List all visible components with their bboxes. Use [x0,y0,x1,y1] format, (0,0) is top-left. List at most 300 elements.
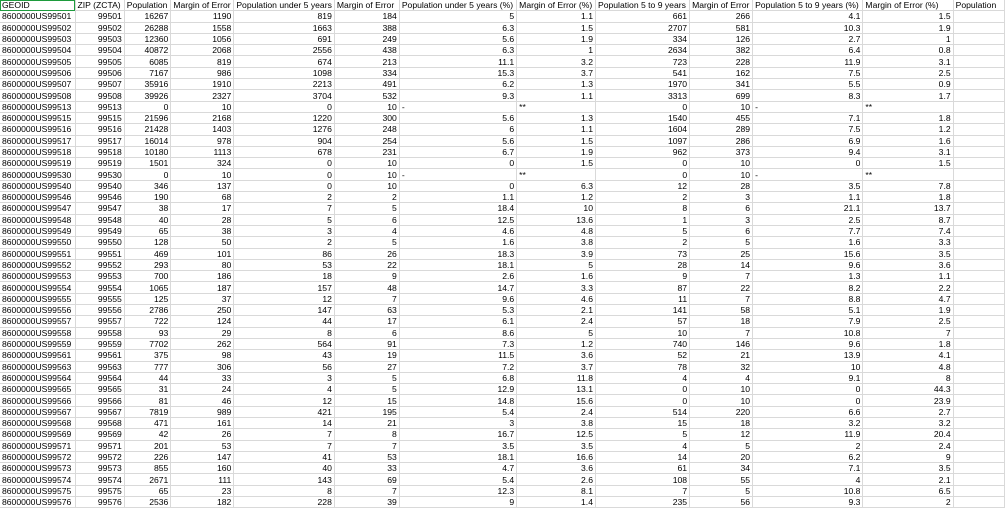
table-cell[interactable]: 289 [690,124,753,135]
table-cell[interactable]: 8.3 [753,90,863,101]
table-cell[interactable]: 10.8 [753,327,863,338]
table-cell[interactable]: 2.4 [863,440,953,451]
table-cell[interactable]: 57 [595,316,689,327]
table-cell[interactable]: 2.6 [399,271,516,282]
table-cell[interactable]: 8600000US99572 [0,451,75,462]
table-cell[interactable]: 15 [334,395,399,406]
table-cell[interactable]: 21.1 [753,203,863,214]
table-cell[interactable] [953,158,1004,169]
table-cell[interactable]: 141 [595,305,689,316]
table-cell[interactable]: 108 [595,474,689,485]
table-cell[interactable]: 6 [334,214,399,225]
table-cell[interactable]: 819 [234,11,335,22]
table-cell[interactable]: 4.8 [517,225,596,236]
table-cell[interactable]: 19 [334,350,399,361]
table-cell[interactable]: 78 [595,361,689,372]
table-cell[interactable]: 10 [171,101,234,112]
table-cell[interactable]: 99507 [75,79,124,90]
table-cell[interactable]: 10.8 [753,485,863,496]
table-cell[interactable]: 306 [171,361,234,372]
table-cell[interactable]: 9.6 [753,338,863,349]
table-cell[interactable]: 26 [171,429,234,440]
table-cell[interactable]: 3 [234,372,335,383]
table-cell[interactable]: 53 [234,259,335,270]
table-cell[interactable]: 52 [595,350,689,361]
table-cell[interactable]: 32 [690,361,753,372]
table-cell[interactable]: 69 [334,474,399,485]
table-cell[interactable]: 2.5 [863,316,953,327]
table-cell[interactable]: 8600000US99530 [0,169,75,180]
table-cell[interactable]: 101 [171,248,234,259]
table-cell[interactable]: 18.1 [399,259,516,270]
table-cell[interactable] [953,225,1004,236]
table-cell[interactable] [953,327,1004,338]
table-cell[interactable]: 99568 [75,417,124,428]
table-cell[interactable]: 12.9 [399,384,516,395]
table-cell[interactable]: 10 [753,361,863,372]
table-cell[interactable]: 99576 [75,497,124,508]
table-cell[interactable]: 0 [753,395,863,406]
table-cell[interactable]: 855 [124,463,171,474]
table-cell[interactable]: 300 [334,112,399,123]
table-cell[interactable]: 564 [234,338,335,349]
table-cell[interactable]: 21428 [124,124,171,135]
table-cell[interactable]: 4.8 [863,361,953,372]
table-cell[interactable]: 962 [595,146,689,157]
column-header-moe[interactable]: Margin of Error [171,0,234,11]
table-cell[interactable]: 99502 [75,22,124,33]
table-cell[interactable]: 99506 [75,67,124,78]
table-cell[interactable]: 8600000US99517 [0,135,75,146]
table-cell[interactable]: 99501 [75,11,124,22]
table-cell[interactable]: 99546 [75,192,124,203]
table-cell[interactable]: 18.1 [399,451,516,462]
table-cell[interactable]: 10 [690,395,753,406]
table-cell[interactable]: 99519 [75,158,124,169]
table-cell[interactable] [953,271,1004,282]
table-cell[interactable]: 1.1 [863,271,953,282]
table-cell[interactable]: 7.5 [753,67,863,78]
table-cell[interactable]: 99561 [75,350,124,361]
table-cell[interactable]: 10 [690,384,753,395]
table-cell[interactable]: 3.7 [517,67,596,78]
table-cell[interactable]: 3 [399,417,516,428]
table-cell[interactable]: 14.7 [399,282,516,293]
table-cell[interactable]: 1910 [171,79,234,90]
table-cell[interactable]: 4 [595,440,689,451]
table-cell[interactable]: 98 [171,350,234,361]
table-cell[interactable]: 9.6 [399,293,516,304]
table-cell[interactable]: 1.5 [517,158,596,169]
table-cell[interactable]: 3.8 [517,237,596,248]
table-cell[interactable]: 6.5 [863,485,953,496]
table-cell[interactable]: 10.3 [753,22,863,33]
table-cell[interactable] [953,474,1004,485]
table-cell[interactable]: 29 [171,327,234,338]
table-cell[interactable]: 8600000US99502 [0,22,75,33]
table-cell[interactable]: 228 [690,56,753,67]
table-cell[interactable] [953,180,1004,191]
column-header-pop-under-5[interactable]: Population under 5 years [234,0,335,11]
table-cell[interactable]: 3 [234,225,335,236]
table-cell[interactable] [953,316,1004,327]
table-cell[interactable]: 388 [334,22,399,33]
table-cell[interactable]: 1.3 [753,271,863,282]
table-cell[interactable]: 1403 [171,124,234,135]
table-cell[interactable]: 1.8 [863,338,953,349]
table-cell[interactable]: 740 [595,338,689,349]
table-cell[interactable]: 421 [234,406,335,417]
table-cell[interactable]: 978 [171,135,234,146]
table-cell[interactable]: 8600000US99516 [0,124,75,135]
table-cell[interactable]: 1220 [234,112,335,123]
table-cell[interactable]: 5.3 [399,305,516,316]
table-cell[interactable]: 33 [171,372,234,383]
table-cell[interactable]: 8600000US99564 [0,372,75,383]
table-cell[interactable]: 24 [171,384,234,395]
table-cell[interactable] [953,338,1004,349]
table-cell[interactable]: 12 [690,429,753,440]
table-cell[interactable]: 10 [517,203,596,214]
table-cell[interactable]: 8 [234,485,335,496]
table-cell[interactable]: 12 [234,395,335,406]
column-header-pop-under-5-pct[interactable]: Population under 5 years (%) [399,0,516,11]
table-cell[interactable]: 11 [595,293,689,304]
table-cell[interactable]: 1 [595,214,689,225]
table-cell[interactable]: 7.9 [753,316,863,327]
table-cell[interactable]: 111 [171,474,234,485]
table-cell[interactable]: 8600000US99551 [0,248,75,259]
table-cell[interactable] [953,90,1004,101]
table-cell[interactable] [953,384,1004,395]
table-cell[interactable]: 137 [171,180,234,191]
table-cell[interactable]: 38 [171,225,234,236]
table-cell[interactable]: 162 [690,67,753,78]
table-cell[interactable]: 5 [234,214,335,225]
table-cell[interactable]: - [753,169,863,180]
table-cell[interactable]: 1.8 [863,112,953,123]
table-cell[interactable]: 678 [234,146,335,157]
table-cell[interactable]: 8600000US99559 [0,338,75,349]
table-cell[interactable]: 26288 [124,22,171,33]
table-cell[interactable]: 4 [595,372,689,383]
table-cell[interactable]: 1.9 [863,305,953,316]
table-cell[interactable]: 7.1 [753,112,863,123]
table-cell[interactable]: 3.5 [517,440,596,451]
table-cell[interactable]: 10 [690,169,753,180]
table-cell[interactable]: 43 [234,350,335,361]
table-cell[interactable]: 46 [171,395,234,406]
table-cell[interactable]: 28 [690,180,753,191]
table-cell[interactable]: 661 [595,11,689,22]
table-cell[interactable]: 15.6 [517,395,596,406]
table-cell[interactable]: 7.1 [753,463,863,474]
table-cell[interactable]: 3.2 [753,417,863,428]
table-cell[interactable]: 1.6 [863,135,953,146]
table-cell[interactable]: 341 [690,79,753,90]
table-cell[interactable]: 1.5 [863,158,953,169]
table-cell[interactable]: 6.2 [399,79,516,90]
table-cell[interactable]: 99555 [75,293,124,304]
table-cell[interactable]: 8600000US99566 [0,395,75,406]
table-cell[interactable]: 2707 [595,22,689,33]
table-cell[interactable]: 1.3 [517,79,596,90]
table-cell[interactable]: 1098 [234,67,335,78]
table-cell[interactable]: 125 [124,293,171,304]
table-cell[interactable]: 0 [595,169,689,180]
table-cell[interactable] [953,146,1004,157]
table-cell[interactable]: 13.7 [863,203,953,214]
table-cell[interactable]: 190 [124,192,171,203]
table-cell[interactable]: 26 [334,248,399,259]
table-cell[interactable] [953,192,1004,203]
table-cell[interactable]: 1540 [595,112,689,123]
table-cell[interactable]: 6.1 [399,316,516,327]
table-cell[interactable]: 10 [690,158,753,169]
table-cell[interactable] [953,203,1004,214]
table-cell[interactable]: 2.5 [863,67,953,78]
column-header-population[interactable]: Population [124,0,171,11]
table-cell[interactable]: 99504 [75,45,124,56]
table-cell[interactable]: 8600000US99519 [0,158,75,169]
table-cell[interactable]: 6.4 [753,45,863,56]
table-cell[interactable] [953,45,1004,56]
table-cell[interactable]: ** [863,169,953,180]
table-cell[interactable]: 1 [863,33,953,44]
table-cell[interactable]: 7.3 [399,338,516,349]
table-cell[interactable]: 7 [690,293,753,304]
table-cell[interactable]: 18 [690,417,753,428]
table-cell[interactable]: 8 [334,429,399,440]
table-cell[interactable]: 0 [595,384,689,395]
table-cell[interactable]: 532 [334,90,399,101]
table-cell[interactable]: 16.7 [399,429,516,440]
table-cell[interactable]: 13.1 [517,384,596,395]
table-cell[interactable]: 0 [124,101,171,112]
table-cell[interactable]: 99549 [75,225,124,236]
table-cell[interactable]: 9 [399,497,516,508]
table-cell[interactable]: 40 [124,214,171,225]
table-cell[interactable] [953,305,1004,316]
table-cell[interactable]: 99566 [75,395,124,406]
table-cell[interactable]: 7.7 [753,225,863,236]
table-cell[interactable]: 18.4 [399,203,516,214]
table-cell[interactable]: 99517 [75,135,124,146]
table-cell[interactable]: 8600000US99540 [0,180,75,191]
table-cell[interactable]: 11.5 [399,350,516,361]
table-cell[interactable]: 5 [399,11,516,22]
table-cell[interactable]: 99564 [75,372,124,383]
table-cell[interactable]: 8600000US99549 [0,225,75,236]
table-cell[interactable]: 5 [690,440,753,451]
table-cell[interactable]: 99503 [75,33,124,44]
table-cell[interactable]: 1113 [171,146,234,157]
table-cell[interactable]: 8600000US99555 [0,293,75,304]
table-cell[interactable]: 2.4 [517,316,596,327]
table-cell[interactable]: 124 [171,316,234,327]
table-cell[interactable]: 699 [690,90,753,101]
table-cell[interactable]: 5 [334,237,399,248]
table-cell[interactable]: 28 [171,214,234,225]
table-cell[interactable]: 56 [690,497,753,508]
table-cell[interactable]: 7 [334,440,399,451]
table-cell[interactable]: 2 [595,237,689,248]
table-cell[interactable]: ** [863,101,953,112]
table-cell[interactable]: 254 [334,135,399,146]
table-cell[interactable]: 1.7 [863,90,953,101]
table-cell[interactable]: 182 [171,497,234,508]
table-cell[interactable]: 722 [124,316,171,327]
table-cell[interactable]: 80 [171,259,234,270]
table-cell[interactable]: 50 [171,237,234,248]
table-cell[interactable]: 4 [753,474,863,485]
table-cell[interactable] [953,56,1004,67]
table-cell[interactable]: 293 [124,259,171,270]
table-cell[interactable] [953,417,1004,428]
table-cell[interactable]: 21 [690,350,753,361]
table-cell[interactable]: 0 [234,101,335,112]
table-cell[interactable] [953,67,1004,78]
table-cell[interactable]: 3.3 [863,237,953,248]
table-cell[interactable]: 373 [690,146,753,157]
table-cell[interactable]: 1.5 [863,11,953,22]
table-cell[interactable]: 723 [595,56,689,67]
table-cell[interactable]: 1604 [595,124,689,135]
table-cell[interactable]: 37 [171,293,234,304]
table-cell[interactable]: 195 [334,406,399,417]
table-cell[interactable]: 99553 [75,271,124,282]
table-cell[interactable]: 22 [334,259,399,270]
table-cell[interactable]: 58 [690,305,753,316]
table-cell[interactable]: 6.9 [753,135,863,146]
table-cell[interactable]: 2671 [124,474,171,485]
table-cell[interactable]: 6.3 [517,180,596,191]
table-cell[interactable]: 10 [334,158,399,169]
table-cell[interactable]: 9.4 [753,146,863,157]
table-cell[interactable] [953,214,1004,225]
table-cell[interactable]: 9.1 [753,372,863,383]
table-cell[interactable]: 455 [690,112,753,123]
table-cell[interactable]: 147 [171,451,234,462]
table-cell[interactable]: 8600000US99554 [0,282,75,293]
table-cell[interactable]: 6.7 [399,146,516,157]
table-cell[interactable]: 1970 [595,79,689,90]
column-header-pop-5-9[interactable]: Population 5 to 9 years [595,0,689,11]
table-cell[interactable]: 99557 [75,316,124,327]
table-cell[interactable]: 7 [234,203,335,214]
table-cell[interactable]: 249 [334,33,399,44]
table-cell[interactable]: 8600000US99515 [0,112,75,123]
table-cell[interactable]: 14 [234,417,335,428]
table-cell[interactable]: 1.4 [517,497,596,508]
table-cell[interactable]: 1.1 [517,124,596,135]
table-cell[interactable]: 5.6 [399,33,516,44]
table-cell[interactable]: 2 [334,192,399,203]
table-cell[interactable]: 41 [234,451,335,462]
table-cell[interactable]: 11.9 [753,56,863,67]
table-cell[interactable]: 8 [595,203,689,214]
table-cell[interactable]: - [753,101,863,112]
table-cell[interactable]: 3.5 [863,248,953,259]
table-cell[interactable]: 6 [399,124,516,135]
table-cell[interactable]: 21596 [124,112,171,123]
table-cell[interactable]: 15.3 [399,67,516,78]
table-cell[interactable]: 286 [690,135,753,146]
table-cell[interactable]: 2213 [234,79,335,90]
column-header-geoid[interactable]: GEOID [0,0,75,11]
table-cell[interactable]: 2.7 [753,33,863,44]
table-cell[interactable]: 4 [690,372,753,383]
table-cell[interactable] [953,463,1004,474]
table-cell[interactable]: 1056 [171,33,234,44]
table-cell[interactable]: 73 [595,248,689,259]
table-cell[interactable]: 541 [595,67,689,78]
table-cell[interactable]: 8600000US99575 [0,485,75,496]
table-cell[interactable]: 12 [234,293,335,304]
table-cell[interactable]: 10 [595,327,689,338]
table-cell[interactable]: 99516 [75,124,124,135]
table-cell[interactable]: 8600000US99548 [0,214,75,225]
table-cell[interactable]: 186 [171,271,234,282]
table-cell[interactable]: 5 [595,429,689,440]
table-cell[interactable]: 674 [234,56,335,67]
table-cell[interactable]: 213 [334,56,399,67]
table-cell[interactable]: 65 [124,485,171,496]
table-cell[interactable]: 99563 [75,361,124,372]
table-cell[interactable]: 4 [334,225,399,236]
table-cell[interactable]: 2634 [595,45,689,56]
table-cell[interactable]: 5 [334,372,399,383]
table-cell[interactable]: 6 [690,225,753,236]
table-cell[interactable]: 8600000US99569 [0,429,75,440]
table-cell[interactable]: 3.5 [753,180,863,191]
table-cell[interactable]: 8600000US99546 [0,192,75,203]
table-cell[interactable]: 184 [334,11,399,22]
table-cell[interactable]: 8600000US99573 [0,463,75,474]
table-cell[interactable]: 819 [171,56,234,67]
table-cell[interactable]: 55 [690,474,753,485]
table-cell[interactable]: 228 [234,497,335,508]
table-cell[interactable]: 9 [595,271,689,282]
table-cell[interactable]: 0 [595,158,689,169]
table-cell[interactable]: 25 [690,248,753,259]
table-cell[interactable]: 2.4 [517,406,596,417]
table-cell[interactable]: 1.5 [517,135,596,146]
table-cell[interactable]: 99559 [75,338,124,349]
table-cell[interactable]: 16.6 [517,451,596,462]
table-cell[interactable] [953,259,1004,270]
table-cell[interactable]: 5.1 [753,305,863,316]
table-cell[interactable]: 1.5 [517,22,596,33]
table-cell[interactable] [953,11,1004,22]
table-cell[interactable]: 0 [399,180,516,191]
table-cell[interactable]: 2556 [234,45,335,56]
table-cell[interactable]: 8600000US99506 [0,67,75,78]
table-cell[interactable]: 777 [124,361,171,372]
table-cell[interactable]: 1190 [171,11,234,22]
table-cell[interactable]: 220 [690,406,753,417]
table-cell[interactable]: 0 [399,158,516,169]
table-cell[interactable]: 63 [334,305,399,316]
table-cell[interactable]: 40872 [124,45,171,56]
table-cell[interactable] [953,237,1004,248]
table-cell[interactable]: 68 [171,192,234,203]
table-cell[interactable]: 1.1 [753,192,863,203]
table-cell[interactable]: 6 [690,203,753,214]
table-cell[interactable]: 3704 [234,90,335,101]
table-cell[interactable]: 12360 [124,33,171,44]
table-cell[interactable]: 1097 [595,135,689,146]
